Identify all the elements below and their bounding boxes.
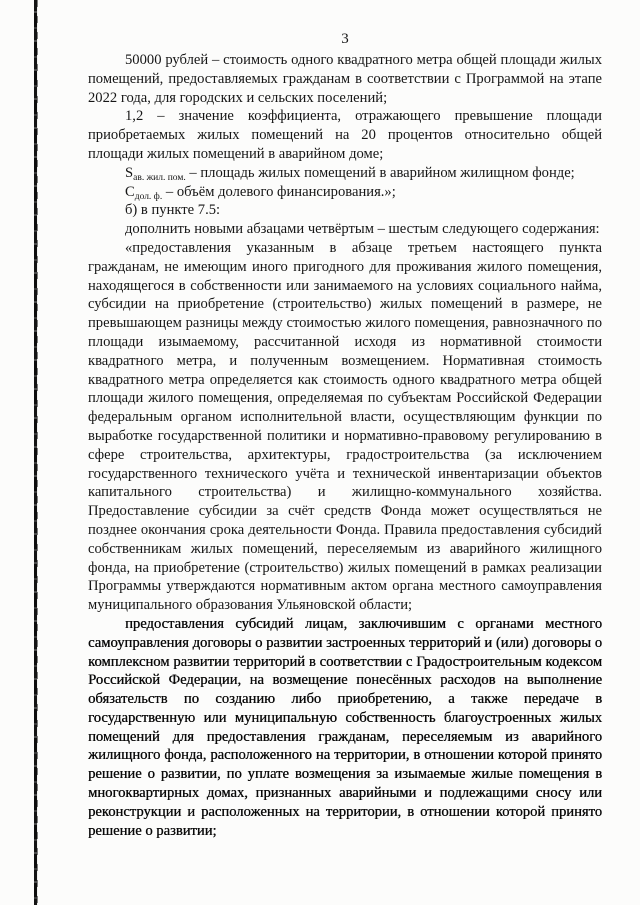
formula-finance-symbol: С bbox=[125, 183, 135, 200]
formula-area-definition: – площадь жилых помещений в аварийном жилищном фонде; bbox=[185, 164, 575, 181]
scan-edge-artifact bbox=[34, 0, 37, 905]
formula-finance-subscript: дол. ф. bbox=[134, 191, 163, 202]
paragraph-supplement-intro: дополнить новыми абзацами четвёртым – шестым следующего содержания: bbox=[125, 221, 600, 238]
formula-area-symbol: S bbox=[125, 164, 134, 181]
formula-finance-definition: – объём долевого финансирования.»; bbox=[162, 183, 396, 200]
paragraph-subsidy-developers: предоставления субсидий лицам, заключившим с органами местного самоуправления договоры о развитии застроенных территорий и (или) договоры о комплексном развитии территорий в соответствии с Градостроительным кодексом Российской Федерации, на возмещение понесённых расходов на выполнение обязательств по созданию либо приобретению, а также передаче в государственную или муниципальную собственность благоустроенных жилых помещений для предоставления гражданам, переселяемым из аварийного жилищного фонда, расположенного на территории, в отношении которой принято решение о развитии, по уплате возмещения за изымаемые жилые помещения в многоквартирных домах, признанных аварийными и подлежащими сносу или реконструкции и расположенных на территории, в отношении которой принято решение о развитии; bbox=[88, 615, 602, 839]
page-number: 3 bbox=[341, 31, 349, 47]
paragraph-coefficient: 1,2 – значение коэффициента, отражающего превышение площади приобретаемых жилых помещений на 20 процентов относительно общей площади жилых помещений в аварийном доме; bbox=[88, 108, 602, 162]
formula-area-line bbox=[88, 164, 602, 183]
formula-finance-line bbox=[88, 183, 602, 202]
paragraph-subsidy-owners: «предоставления указанным в абзаце третьем настоящего пункта гражданам, не имеющим иного пригодного для проживания жилого помещения, находящегося в собственности или занимаемого на условиях социального найма, субсидии на приобретение (строительство) жилых помещений в размере, не превышающем разницы между стоимостью жилого помещения, равнозначного по площади изымаемому, рассчитанной исходя из нормативной стоимости квадратного метра, и полученным возмещением. Нормативная стоимость квадратного метра определяется как стоимость одного квадратного метра общей площади жилого помещения, определяемая по субъектам Российской Федерации федеральным органом исполнительной власти, осуществляющим функции по выработке государственной политики и нормативно-правовому регулированию в сфере строительства, архитектуры, градостроительства (за исключением государственного технического учёта и технической инвентаризации объектов капитального строительства) и жилищно-коммунального хозяйства. Предоставление субсидии за счёт средств Фонда может осуществляться не позднее окончания срока деятельности Фонда. Правила предоставления субсидий собственникам жилых помещений, переселяемым из аварийного жилищного фонда, на приобретение (строительство) жилых помещений в рамках реализации Программы утверждаются нормативным актом органа местного самоуправления муниципального образования Ульяновской области; bbox=[88, 239, 602, 614]
paragraph-item-b: б) в пункте 7.5: bbox=[125, 202, 221, 219]
paragraph-price-per-meter: 50000 рублей – стоимость одного квадратного метра общей площади жилых помещений, предоставляемых гражданам в соответствии с Программой на этапе 2022 года, для городских и сельских поселений; bbox=[88, 52, 602, 106]
formula-area-subscript: ав. жил. пом. bbox=[133, 172, 186, 183]
document-body bbox=[88, 51, 602, 840]
